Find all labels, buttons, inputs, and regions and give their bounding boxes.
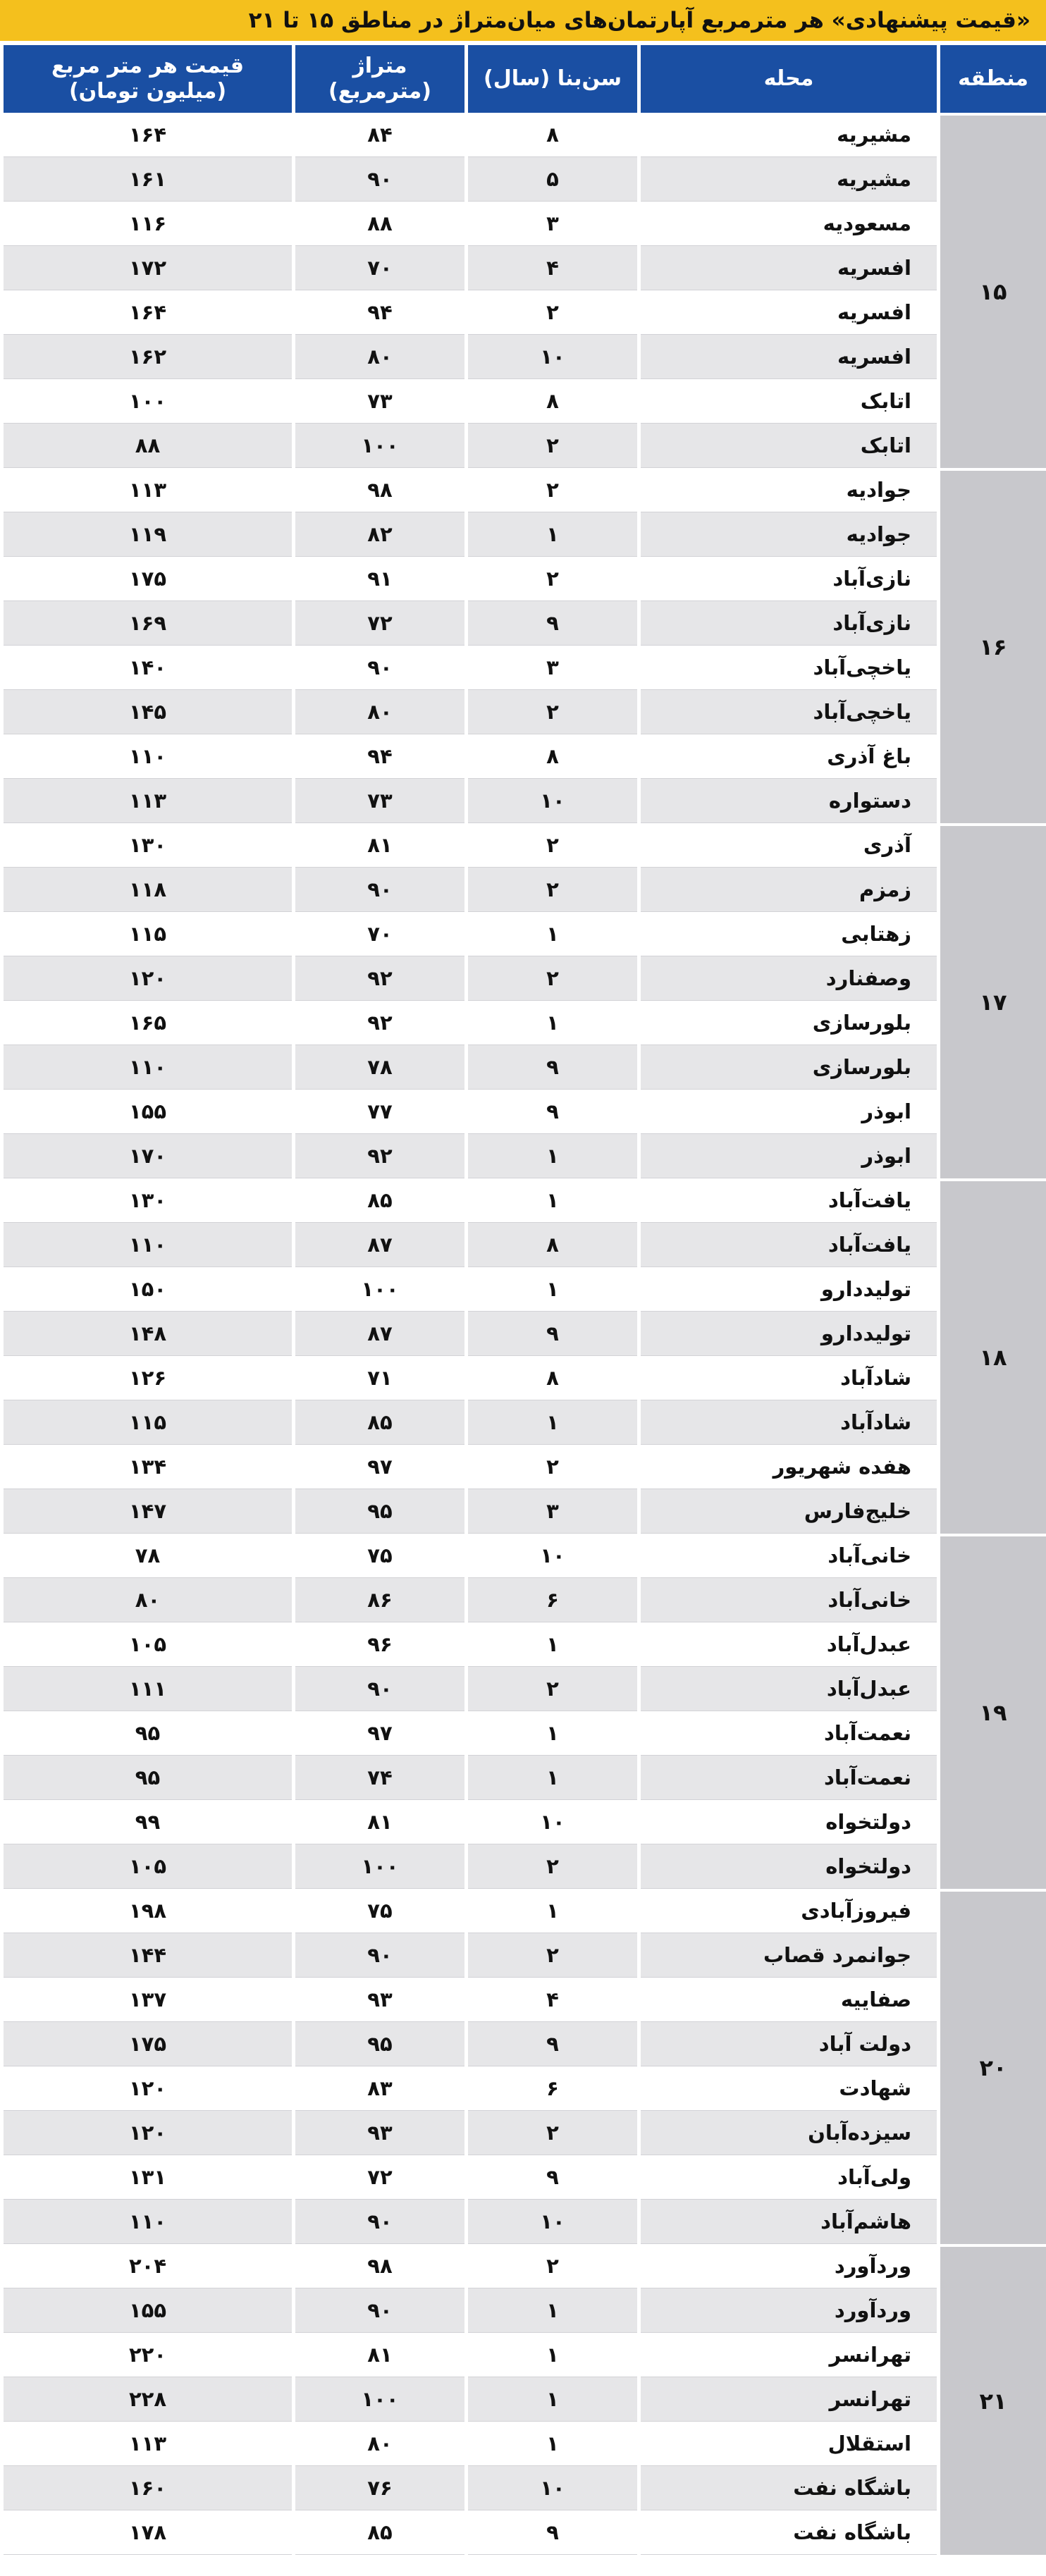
price-cell: ۱۱۶ bbox=[4, 202, 292, 246]
price-table bbox=[0, 45, 1046, 2555]
price-cell: ۱۱۵ bbox=[4, 912, 292, 956]
table-row bbox=[4, 1267, 1046, 1312]
neighborhood-cell: وصفنارد bbox=[641, 956, 937, 1001]
building-age-cell: ۱۰ bbox=[468, 1800, 637, 1844]
neighborhood-cell: باغ آذری bbox=[641, 734, 937, 779]
table-row bbox=[4, 690, 1046, 734]
neighborhood-cell: مسعودیه bbox=[641, 202, 937, 246]
table-row bbox=[4, 1978, 1046, 2022]
area-cell: ۷۶ bbox=[295, 2466, 464, 2510]
building-age-cell: ۶ bbox=[468, 1578, 637, 1622]
neighborhood-cell: یافت‌آباد bbox=[641, 1223, 937, 1267]
building-age-cell: ۱ bbox=[468, 1400, 637, 1445]
neighborhood-cell: هفده شهریور bbox=[641, 1445, 937, 1489]
neighborhood-cell: باشگاه نفت bbox=[641, 2466, 937, 2510]
table-row bbox=[4, 2288, 1046, 2333]
building-age-cell: ۹ bbox=[468, 1090, 637, 1134]
price-cell: ۱۳۰ bbox=[4, 1178, 292, 1223]
table-row bbox=[4, 1134, 1046, 1178]
price-cell: ۱۱۰ bbox=[4, 1223, 292, 1267]
table-row bbox=[4, 956, 1046, 1001]
neighborhood-cell: ابوذر bbox=[641, 1134, 937, 1178]
table-row bbox=[4, 1445, 1046, 1489]
building-age-cell: ۳ bbox=[468, 646, 637, 690]
neighborhood-cell: عبدل‌آباد bbox=[641, 1622, 937, 1667]
building-age-cell: ۹ bbox=[468, 1045, 637, 1090]
area-cell: ۸۲ bbox=[295, 512, 464, 557]
region-cell: ۱۷ bbox=[940, 823, 1046, 1178]
neighborhood-cell: نعمت‌آباد bbox=[641, 1711, 937, 1756]
building-age-cell: ۱۰ bbox=[468, 335, 637, 379]
neighborhood-cell: صفاییه bbox=[641, 1978, 937, 2022]
region-cell: ۱۹ bbox=[940, 1534, 1046, 1889]
neighborhood-cell: اتابک bbox=[641, 424, 937, 468]
price-cell: ۱۷۵ bbox=[4, 2022, 292, 2066]
table-row bbox=[4, 557, 1046, 601]
area-cell: ۹۰ bbox=[295, 1933, 464, 1978]
building-age-cell: ۱ bbox=[468, 912, 637, 956]
neighborhood-cell: هاشم‌آباد bbox=[641, 2200, 937, 2244]
price-cell: ۱۶۱ bbox=[4, 157, 292, 202]
area-cell: ۹۲ bbox=[295, 1001, 464, 1045]
building-age-cell: ۱ bbox=[468, 1001, 637, 1045]
table-row bbox=[4, 424, 1046, 468]
price-cell: ۱۱۰ bbox=[4, 1045, 292, 1090]
table-row bbox=[4, 1889, 1046, 1933]
building-age-cell: ۲ bbox=[468, 823, 637, 868]
table-row bbox=[4, 2244, 1046, 2288]
building-age-cell: ۲ bbox=[468, 557, 637, 601]
price-cell: ۱۴۵ bbox=[4, 690, 292, 734]
price-cell: ۱۱۰ bbox=[4, 2200, 292, 2244]
table-row bbox=[4, 1178, 1046, 1223]
header-area: متراژ (مترمربع) bbox=[295, 45, 464, 113]
table-row bbox=[4, 1622, 1046, 1667]
table-row bbox=[4, 1756, 1046, 1800]
price-cell: ۱۶۰ bbox=[4, 2466, 292, 2510]
price-cell: ۱۵۰ bbox=[4, 1267, 292, 1312]
area-cell: ۷۳ bbox=[295, 379, 464, 424]
building-age-cell: ۱ bbox=[468, 2422, 637, 2466]
table-row bbox=[4, 1800, 1046, 1844]
price-cell: ۱۱۳ bbox=[4, 468, 292, 512]
table-row bbox=[4, 1001, 1046, 1045]
neighborhood-cell: مشیریه bbox=[641, 113, 937, 157]
neighborhood-cell: زهتابی bbox=[641, 912, 937, 956]
neighborhood-cell: استقلال bbox=[641, 2422, 937, 2466]
building-age-cell: ۸ bbox=[468, 113, 637, 157]
building-age-cell: ۹ bbox=[468, 601, 637, 646]
neighborhood-cell: بلورسازی bbox=[641, 1045, 937, 1090]
area-cell: ۹۵ bbox=[295, 1489, 464, 1534]
area-cell: ۷۲ bbox=[295, 601, 464, 646]
building-age-cell: ۸ bbox=[468, 379, 637, 424]
price-cell: ۱۰۵ bbox=[4, 1844, 292, 1889]
building-age-cell: ۲ bbox=[468, 1844, 637, 1889]
region-cell: ۲۰ bbox=[940, 1889, 1046, 2244]
price-cell: ۹۵ bbox=[4, 1756, 292, 1800]
area-cell: ۸۱ bbox=[295, 1800, 464, 1844]
region-cell: ۱۸ bbox=[940, 1178, 1046, 1534]
price-cell: ۱۷۲ bbox=[4, 246, 292, 290]
price-cell: ۸۸ bbox=[4, 424, 292, 468]
area-cell: ۹۰ bbox=[295, 868, 464, 912]
area-cell: ۹۰ bbox=[295, 2288, 464, 2333]
table-row bbox=[4, 1312, 1046, 1356]
neighborhood-cell: سیزده‌آبان bbox=[641, 2111, 937, 2155]
neighborhood-cell: ولی‌آباد bbox=[641, 2155, 937, 2200]
building-age-cell: ۸ bbox=[468, 734, 637, 779]
area-cell: ۱۰۰ bbox=[295, 2377, 464, 2422]
building-age-cell: ۲ bbox=[468, 1445, 637, 1489]
price-cell: ۲۲۰ bbox=[4, 2333, 292, 2377]
header-neighborhood: محله bbox=[641, 45, 937, 113]
table-row bbox=[4, 1578, 1046, 1622]
area-cell: ۸۱ bbox=[295, 823, 464, 868]
neighborhood-cell: خانی‌آباد bbox=[641, 1578, 937, 1622]
area-cell: ۱۰۰ bbox=[295, 424, 464, 468]
table-row bbox=[4, 2422, 1046, 2466]
price-cell: ۱۱۵ bbox=[4, 1400, 292, 1445]
building-age-cell: ۱ bbox=[468, 1622, 637, 1667]
neighborhood-cell: نعمت‌آباد bbox=[641, 1756, 937, 1800]
price-cell: ۸۰ bbox=[4, 1578, 292, 1622]
area-cell: ۹۲ bbox=[295, 956, 464, 1001]
neighborhood-cell: تولیددارو bbox=[641, 1267, 937, 1312]
area-cell: ۹۵ bbox=[295, 2022, 464, 2066]
building-age-cell: ۲ bbox=[468, 1667, 637, 1711]
building-age-cell: ۱۰ bbox=[468, 2466, 637, 2510]
area-cell: ۱۰۰ bbox=[295, 1844, 464, 1889]
neighborhood-cell: وردآورد bbox=[641, 2244, 937, 2288]
area-cell: ۹۷ bbox=[295, 1711, 464, 1756]
area-cell: ۱۰۰ bbox=[295, 1267, 464, 1312]
neighborhood-cell: افسریه bbox=[641, 290, 937, 335]
building-age-cell: ۱ bbox=[468, 1711, 637, 1756]
price-cell: ۷۸ bbox=[4, 1534, 292, 1578]
table-row bbox=[4, 1090, 1046, 1134]
neighborhood-cell: نازی‌آباد bbox=[641, 601, 937, 646]
neighborhood-cell: تهرانسر bbox=[641, 2377, 937, 2422]
neighborhood-cell: عبدل‌آباد bbox=[641, 1667, 937, 1711]
table-row bbox=[4, 1711, 1046, 1756]
area-cell: ۷۵ bbox=[295, 1534, 464, 1578]
price-cell: ۹۵ bbox=[4, 1711, 292, 1756]
building-age-cell: ۳ bbox=[468, 1489, 637, 1534]
neighborhood-cell: مشیریه bbox=[641, 157, 937, 202]
table-row bbox=[4, 379, 1046, 424]
area-cell: ۹۶ bbox=[295, 1622, 464, 1667]
building-age-cell: ۲ bbox=[468, 868, 637, 912]
price-cell: ۱۱۹ bbox=[4, 512, 292, 557]
building-age-cell: ۲ bbox=[468, 1933, 637, 1978]
table-row bbox=[4, 2466, 1046, 2510]
price-cell: ۱۶۹ bbox=[4, 601, 292, 646]
neighborhood-cell: افسریه bbox=[641, 335, 937, 379]
area-cell: ۹۸ bbox=[295, 2244, 464, 2288]
table-row bbox=[4, 734, 1046, 779]
area-cell: ۸۵ bbox=[295, 2510, 464, 2555]
table-row bbox=[4, 1223, 1046, 1267]
area-cell: ۹۱ bbox=[295, 557, 464, 601]
neighborhood-cell: وردآورد bbox=[641, 2288, 937, 2333]
neighborhood-cell: دولتخواه bbox=[641, 1800, 937, 1844]
building-age-cell: ۱۰ bbox=[468, 1534, 637, 1578]
neighborhood-cell: دولتخواه bbox=[641, 1844, 937, 1889]
neighborhood-cell: یافت‌آباد bbox=[641, 1178, 937, 1223]
price-cell: ۱۹۸ bbox=[4, 1889, 292, 1933]
table-row bbox=[4, 290, 1046, 335]
area-cell: ۷۰ bbox=[295, 912, 464, 956]
building-age-cell: ۱ bbox=[468, 2333, 637, 2377]
table-row bbox=[4, 2200, 1046, 2244]
neighborhood-cell: شادآباد bbox=[641, 1356, 937, 1400]
table-row bbox=[4, 2022, 1046, 2066]
building-age-cell: ۹ bbox=[468, 1312, 637, 1356]
building-age-cell: ۲ bbox=[468, 956, 637, 1001]
region-cell: ۲۱ bbox=[940, 2244, 1046, 2555]
region-cell: ۱۶ bbox=[940, 468, 1046, 823]
table-row bbox=[4, 2111, 1046, 2155]
building-age-cell: ۱۰ bbox=[468, 2200, 637, 2244]
neighborhood-cell: دستواره bbox=[641, 779, 937, 823]
building-age-cell: ۴ bbox=[468, 1978, 637, 2022]
neighborhood-cell: جوادیه bbox=[641, 512, 937, 557]
header-building-age: سن‌بنا (سال) bbox=[468, 45, 637, 113]
table-row bbox=[4, 868, 1046, 912]
building-age-cell: ۸ bbox=[468, 1223, 637, 1267]
price-cell: ۱۳۴ bbox=[4, 1445, 292, 1489]
building-age-cell: ۱ bbox=[468, 1134, 637, 1178]
building-age-cell: ۲ bbox=[468, 468, 637, 512]
table-row bbox=[4, 2155, 1046, 2200]
neighborhood-cell: جوادیه bbox=[641, 468, 937, 512]
building-age-cell: ۱۰ bbox=[468, 779, 637, 823]
table-row bbox=[4, 113, 1046, 157]
price-cell: ۹۹ bbox=[4, 1800, 292, 1844]
area-cell: ۹۰ bbox=[295, 646, 464, 690]
neighborhood-cell: جوانمرد قصاب bbox=[641, 1933, 937, 1978]
neighborhood-cell: اتابک bbox=[641, 379, 937, 424]
table-row bbox=[4, 1933, 1046, 1978]
area-cell: ۷۴ bbox=[295, 1756, 464, 1800]
area-cell: ۸۰ bbox=[295, 2422, 464, 2466]
price-cell: ۱۳۰ bbox=[4, 823, 292, 868]
area-cell: ۸۷ bbox=[295, 1312, 464, 1356]
price-cell: ۱۶۴ bbox=[4, 290, 292, 335]
price-cell: ۱۷۵ bbox=[4, 557, 292, 601]
price-cell: ۱۶۵ bbox=[4, 1001, 292, 1045]
price-cell: ۱۴۰ bbox=[4, 646, 292, 690]
table-row bbox=[4, 1844, 1046, 1889]
building-age-cell: ۲ bbox=[468, 424, 637, 468]
area-cell: ۹۴ bbox=[295, 290, 464, 335]
building-age-cell: ۲ bbox=[468, 2111, 637, 2155]
building-age-cell: ۶ bbox=[468, 2066, 637, 2111]
building-age-cell: ۱ bbox=[468, 2288, 637, 2333]
building-age-cell: ۲ bbox=[468, 2244, 637, 2288]
neighborhood-cell: آذری bbox=[641, 823, 937, 868]
table-row bbox=[4, 646, 1046, 690]
price-cell: ۱۰۰ bbox=[4, 379, 292, 424]
building-age-cell: ۹ bbox=[468, 2510, 637, 2555]
neighborhood-cell: ابوذر bbox=[641, 1090, 937, 1134]
price-cell: ۱۴۴ bbox=[4, 1933, 292, 1978]
price-cell: ۱۱۰ bbox=[4, 734, 292, 779]
table-row bbox=[4, 1534, 1046, 1578]
area-cell: ۷۵ bbox=[295, 1889, 464, 1933]
building-age-cell: ۱ bbox=[468, 1889, 637, 1933]
building-age-cell: ۹ bbox=[468, 2022, 637, 2066]
building-age-cell: ۱ bbox=[468, 1267, 637, 1312]
neighborhood-cell: زمزم bbox=[641, 868, 937, 912]
area-cell: ۹۲ bbox=[295, 1134, 464, 1178]
area-cell: ۷۰ bbox=[295, 246, 464, 290]
area-cell: ۹۰ bbox=[295, 1667, 464, 1711]
price-cell: ۱۴۸ bbox=[4, 1312, 292, 1356]
table-row bbox=[4, 912, 1046, 956]
neighborhood-cell: خلیج‌فارس bbox=[641, 1489, 937, 1534]
area-cell: ۹۴ bbox=[295, 734, 464, 779]
price-cell: ۱۲۰ bbox=[4, 2111, 292, 2155]
area-cell: ۸۰ bbox=[295, 335, 464, 379]
area-cell: ۹۰ bbox=[295, 157, 464, 202]
price-cell: ۱۵۵ bbox=[4, 1090, 292, 1134]
area-cell: ۹۳ bbox=[295, 2111, 464, 2155]
table-body bbox=[4, 113, 1046, 2555]
price-cell: ۱۳۷ bbox=[4, 1978, 292, 2022]
price-cell: ۱۱۸ bbox=[4, 868, 292, 912]
area-cell: ۸۱ bbox=[295, 2333, 464, 2377]
area-cell: ۸۶ bbox=[295, 1578, 464, 1622]
price-cell: ۱۷۰ bbox=[4, 1134, 292, 1178]
price-cell: ۱۵۵ bbox=[4, 2288, 292, 2333]
building-age-cell: ۲ bbox=[468, 290, 637, 335]
table-row bbox=[4, 468, 1046, 512]
price-cell: ۱۱۱ bbox=[4, 1667, 292, 1711]
neighborhood-cell: یاخچی‌آباد bbox=[641, 690, 937, 734]
building-age-cell: ۱ bbox=[468, 1178, 637, 1223]
table-header-row bbox=[4, 45, 1046, 113]
area-cell: ۹۰ bbox=[295, 2200, 464, 2244]
table-row bbox=[4, 335, 1046, 379]
neighborhood-cell: یاخچی‌آباد bbox=[641, 646, 937, 690]
price-cell: ۱۷۸ bbox=[4, 2510, 292, 2555]
price-cell: ۱۳۱ bbox=[4, 2155, 292, 2200]
area-cell: ۸۴ bbox=[295, 113, 464, 157]
table-row bbox=[4, 1489, 1046, 1534]
building-age-cell: ۱ bbox=[468, 2377, 637, 2422]
neighborhood-cell: فیروزآبادی bbox=[641, 1889, 937, 1933]
building-age-cell: ۳ bbox=[468, 202, 637, 246]
building-age-cell: ۹ bbox=[468, 2155, 637, 2200]
price-cell: ۱۱۳ bbox=[4, 2422, 292, 2466]
neighborhood-cell: نازی‌آباد bbox=[641, 557, 937, 601]
area-cell: ۹۷ bbox=[295, 1445, 464, 1489]
table-row bbox=[4, 202, 1046, 246]
area-cell: ۹۸ bbox=[295, 468, 464, 512]
area-cell: ۷۱ bbox=[295, 1356, 464, 1400]
area-cell: ۷۷ bbox=[295, 1090, 464, 1134]
header-price: قیمت هر متر مربع (میلیون تومان) bbox=[4, 45, 292, 113]
neighborhood-cell: شهادت bbox=[641, 2066, 937, 2111]
neighborhood-cell: باشگاه نفت bbox=[641, 2510, 937, 2555]
table-row bbox=[4, 601, 1046, 646]
table-row bbox=[4, 512, 1046, 557]
area-cell: ۸۵ bbox=[295, 1178, 464, 1223]
price-cell: ۱۱۳ bbox=[4, 779, 292, 823]
table-row bbox=[4, 2066, 1046, 2111]
building-age-cell: ۱ bbox=[468, 1756, 637, 1800]
table-row bbox=[4, 1400, 1046, 1445]
neighborhood-cell: شادآباد bbox=[641, 1400, 937, 1445]
neighborhood-cell: دولت آباد bbox=[641, 2022, 937, 2066]
region-cell: ۱۵ bbox=[940, 113, 1046, 468]
neighborhood-cell: افسریه bbox=[641, 246, 937, 290]
price-cell: ۱۲۰ bbox=[4, 956, 292, 1001]
price-cell: ۱۰۵ bbox=[4, 1622, 292, 1667]
price-cell: ۱۲۶ bbox=[4, 1356, 292, 1400]
building-age-cell: ۴ bbox=[468, 246, 637, 290]
area-cell: ۸۳ bbox=[295, 2066, 464, 2111]
table-row bbox=[4, 823, 1046, 868]
building-age-cell: ۲ bbox=[468, 690, 637, 734]
area-cell: ۸۷ bbox=[295, 1223, 464, 1267]
neighborhood-cell: تولیددارو bbox=[641, 1312, 937, 1356]
price-cell: ۲۰۴ bbox=[4, 2244, 292, 2288]
table-row bbox=[4, 157, 1046, 202]
area-cell: ۸۵ bbox=[295, 1400, 464, 1445]
building-age-cell: ۸ bbox=[468, 1356, 637, 1400]
price-cell: ۱۶۲ bbox=[4, 335, 292, 379]
table-row bbox=[4, 1045, 1046, 1090]
area-cell: ۷۸ bbox=[295, 1045, 464, 1090]
table-row bbox=[4, 2333, 1046, 2377]
table-row bbox=[4, 1667, 1046, 1711]
area-cell: ۹۳ bbox=[295, 1978, 464, 2022]
neighborhood-cell: بلورسازی bbox=[641, 1001, 937, 1045]
area-cell: ۷۲ bbox=[295, 2155, 464, 2200]
neighborhood-cell: تهرانسر bbox=[641, 2333, 937, 2377]
price-cell: ۲۲۸ bbox=[4, 2377, 292, 2422]
area-cell: ۷۳ bbox=[295, 779, 464, 823]
price-cell: ۱۶۴ bbox=[4, 113, 292, 157]
page-title: «قیمت پیشنهادی» هر مترمربع آپارتمان‌های میان‌متراژ در مناطق ۱۵ تا ۲۱ bbox=[248, 8, 1030, 33]
neighborhood-cell: خانی‌آباد bbox=[641, 1534, 937, 1578]
table-row bbox=[4, 246, 1046, 290]
table-row bbox=[4, 2510, 1046, 2555]
title-bar bbox=[0, 0, 1046, 41]
area-cell: ۸۸ bbox=[295, 202, 464, 246]
building-age-cell: ۵ bbox=[468, 157, 637, 202]
table-row bbox=[4, 779, 1046, 823]
table-row bbox=[4, 1356, 1046, 1400]
table-row bbox=[4, 2377, 1046, 2422]
price-cell: ۱۲۰ bbox=[4, 2066, 292, 2111]
area-cell: ۸۰ bbox=[295, 690, 464, 734]
price-cell: ۱۴۷ bbox=[4, 1489, 292, 1534]
building-age-cell: ۱ bbox=[468, 512, 637, 557]
header-region: منطقه bbox=[940, 45, 1046, 113]
